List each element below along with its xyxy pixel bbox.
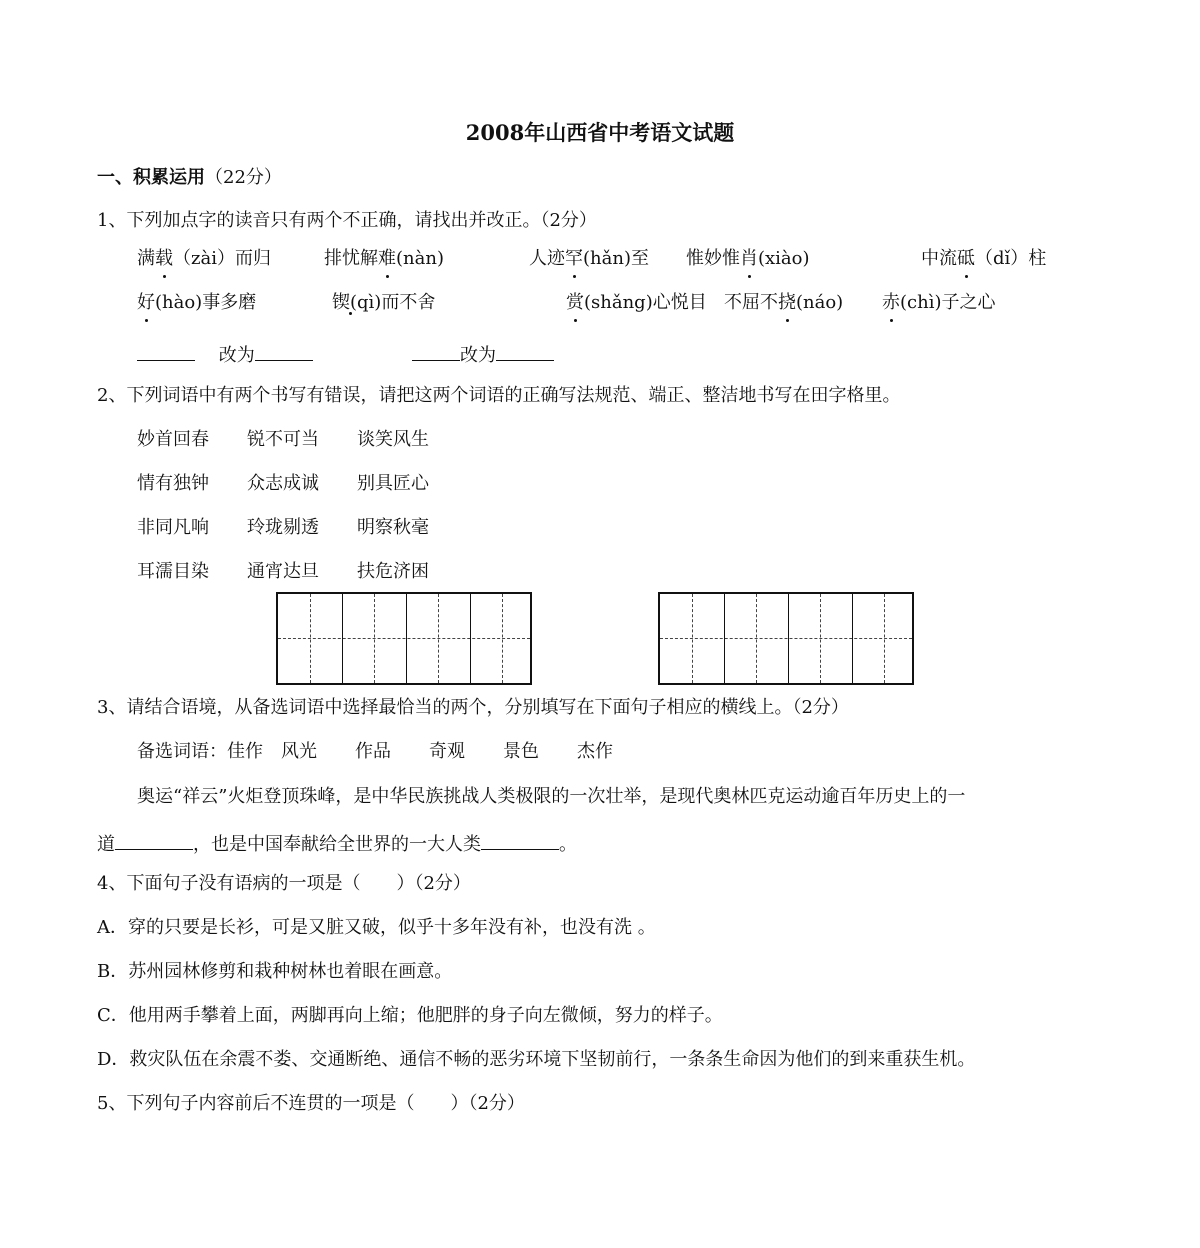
section-label: 一、积累运用 (97, 167, 205, 188)
q4-option-c: C．他用两手攀着上面，两脚再向上缩；他肥胖的身子向左微倾，努力的样子。 (97, 1005, 723, 1026)
q3-stem: 3、请结合语境，从备选词语中选择最恰当的两个，分别填写在下面句子相应的横线上。（2分） (97, 697, 849, 718)
word-row: 情有独钟 众志成诚 别具匠心 (137, 473, 429, 494)
q1-answer-line-2: 改为 (412, 340, 554, 368)
q1-item: 赏(shǎng)心悦目 (566, 292, 707, 313)
section-heading (97, 166, 282, 190)
q1-item: 好(hào)事多磨 (137, 292, 257, 313)
q1-item: 赤(chì)子之心 (882, 292, 996, 313)
q1-answer-line-1: 改为 (137, 340, 313, 368)
word-row: 耳濡目染 通宵达旦 扶危济困 (137, 561, 429, 582)
q1-item: 中流砥（dǐ）柱 (921, 248, 1047, 269)
q1-item: 人迹罕(hǎn)至 (529, 248, 649, 269)
tianzige-grid[interactable] (276, 592, 532, 685)
blank[interactable] (255, 340, 313, 361)
q1-item: 排忧解难(nàn) (324, 248, 444, 269)
blank[interactable] (412, 340, 460, 361)
q5-stem: 5、下列句子内容前后不连贯的一项是（ ）（2分） (97, 1093, 525, 1114)
q3-options: 备选词语：佳作 风光 作品 奇观 景色 杰作 (137, 741, 613, 762)
word-row: 妙首回春 锐不可当 谈笑风生 (137, 429, 429, 450)
q4-stem: 4、下面句子没有语病的一项是（ ）（2分） (97, 873, 471, 894)
q4-option-a: A．穿的只要是长衫，可是又脏又破，似乎十多年没有补，也没有洗 。 (97, 917, 656, 938)
section-score: （22分） (205, 167, 282, 188)
q4-option-d: D．救灾队伍在余震不娄、交通断绝、通信不畅的恶劣环境下坚韧前行，一条条生命因为他们的到来重获生机。 (97, 1049, 976, 1070)
q3-passage-line: 奥运“祥云”火炬登顶珠峰，是中华民族挑战人类极限的一次壮举，是现代奥林匹克运动逾百年历史上的一 (137, 786, 966, 807)
page-title: 2008年山西省中考语文试题 (465, 120, 735, 145)
q1-stem: 1、下列加点字的读音只有两个不正确，请找出并改正。（2分） (97, 210, 597, 231)
q1-item: 惟妙惟肖(xiào) (686, 248, 810, 269)
tianzige-grid[interactable] (658, 592, 914, 685)
word-row: 非同凡响 玲珑剔透 明察秋毫 (137, 517, 429, 538)
q3-passage-line: 道 ，也是中国奉献给全世界的一大人类 。 (97, 829, 577, 857)
q1-item: 满载（zài）而归 (137, 248, 271, 269)
q1-item: 不屈不挠(náo) (724, 292, 844, 313)
blank[interactable] (115, 829, 193, 850)
blank[interactable] (496, 340, 554, 361)
q1-item: 锲(qì)而不舍 (332, 292, 436, 313)
blank[interactable] (137, 340, 195, 361)
q4-option-b: B．苏州园林修剪和栽种树林也着眼在画意。 (97, 961, 453, 982)
q2-stem: 2、下列词语中有两个书写有错误，请把这两个词语的正确写法规范、端正、整洁地书写在田字格里。 (97, 385, 901, 406)
blank[interactable] (481, 829, 559, 850)
